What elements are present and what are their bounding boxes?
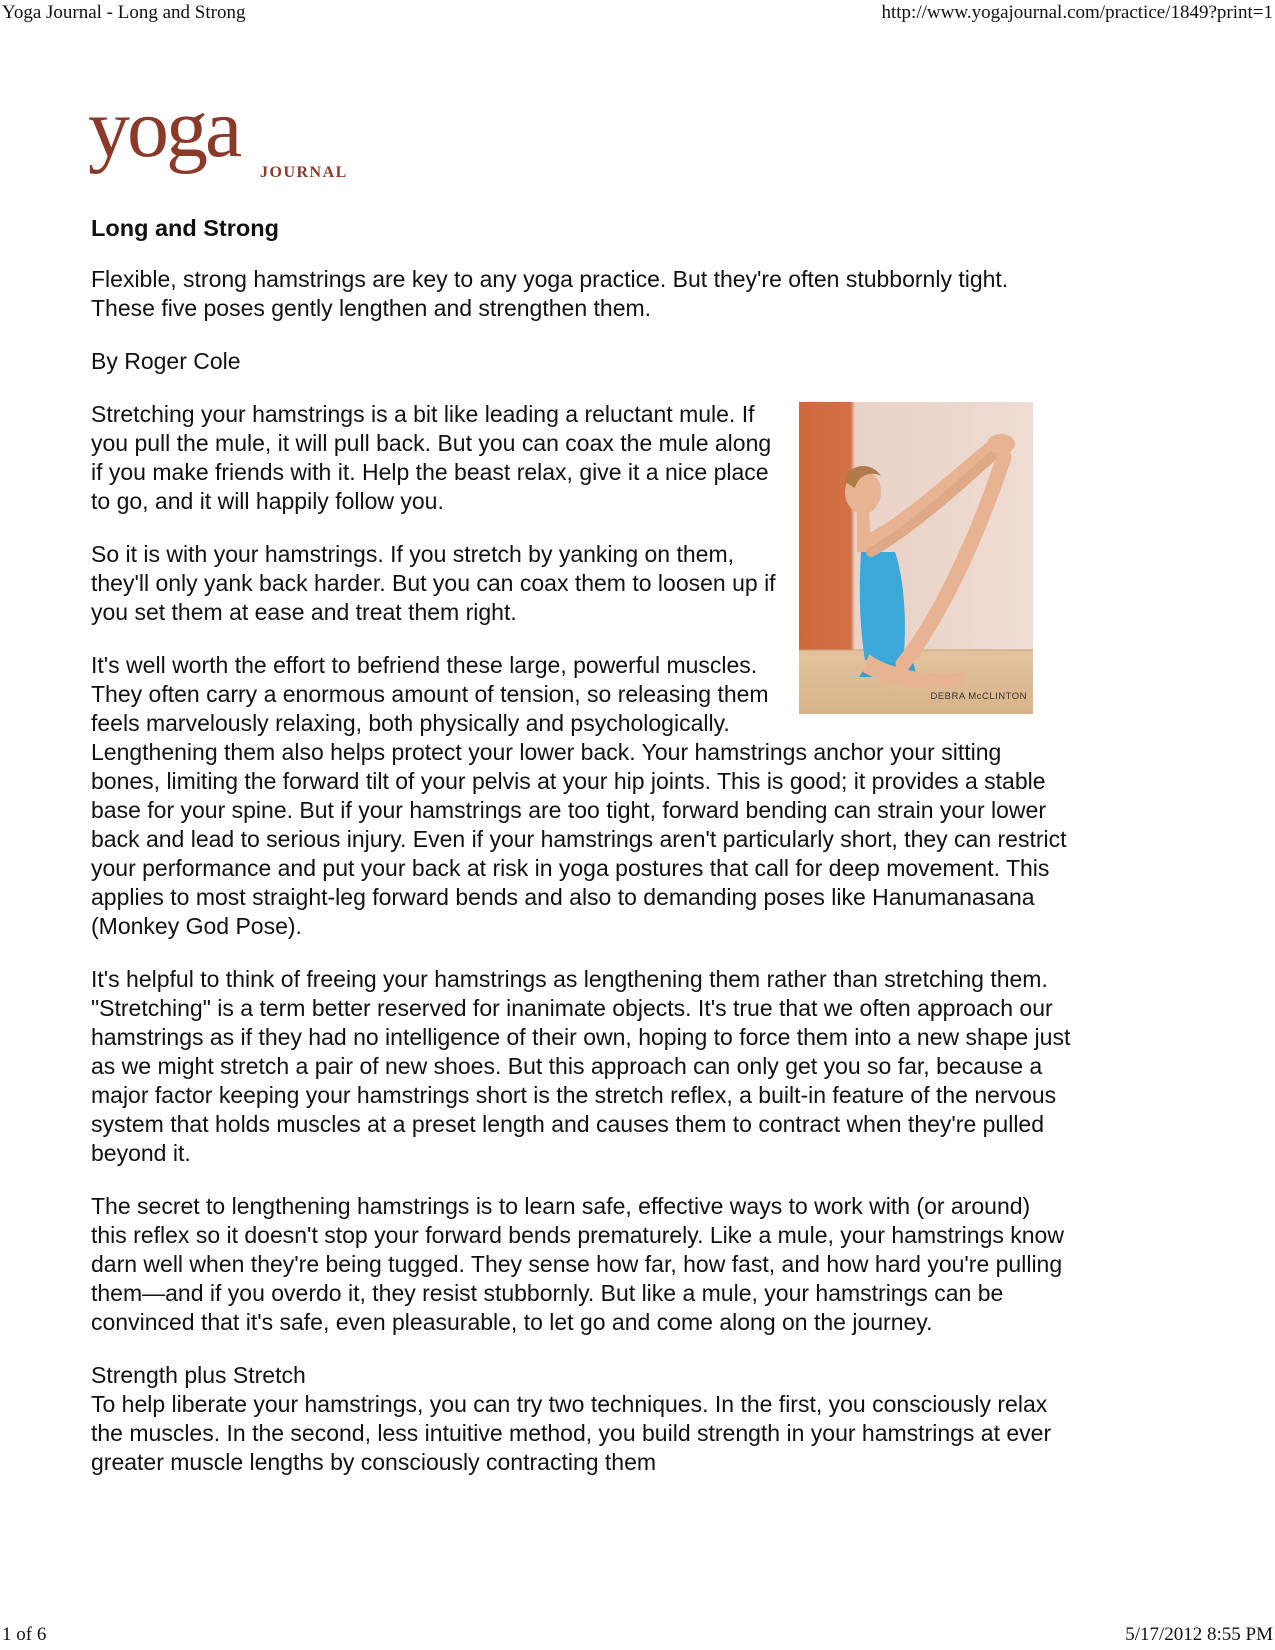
article-photo — [799, 402, 1033, 714]
paragraph-2: So it is with your hamstrings. If you stretch by yanking on them, they'll only yank back harder. But you can coax them to loosen up if you set them at ease and treat them right. — [91, 541, 776, 625]
photo-credit: DEBRA McCLINTON — [930, 691, 1027, 702]
logo-subtitle: JOURNAL — [260, 164, 348, 181]
article-dek: Flexible, strong hamstrings are key to any yoga practice. But they're often stubbornly tight. These five poses gently lengthen and strengthen them. — [91, 266, 1009, 321]
print-timestamp: 5/17/2012 8:55 PM — [1125, 1624, 1273, 1645]
page-url[interactable]: http://www.yogajournal.com/practice/1849?print=1 — [881, 2, 1273, 23]
paragraph-4: It's helpful to think of freeing your hamstrings as lengthening them rather than stretching them. "Stretching" is a term better reserved for inanimate objects. It's true that we often approach our hamstrings as if they had no intelligence of their own, hoping to force them into a new shape just as we might stretch a pair of new shoes. But this approach can only get you so far, because a major factor keeping your hamstrings short is the stretch reflex, a built-in feature of the nervous system that holds muscles at a preset length and causes them to contract when they're pulled beyond it. — [91, 966, 1071, 1166]
article-body — [91, 213, 1071, 1501]
logo-wordmark: yoga — [88, 100, 240, 175]
article-title: Long and Strong — [91, 215, 279, 241]
print-header — [0, 2, 1275, 26]
yoga-journal-logo[interactable] — [88, 100, 378, 200]
paragraph-3: It's well worth the effort to befriend these large, powerful muscles. They often carry a enormous amount of tension, so releasing them feels marvelously relaxing, both physically and psychologically. Lengthening them also helps protect your lower back. Your hamstrings anchor your sitting bones, limiting the forward tilt of your pelvis at your hip joints. This is good; it provides a stable base for your spine. But if your hamstrings are too tight, forward bending can strain your lower back and lead to serious injury. Even if your hamstrings aren't particularly short, they can restrict your performance and put your back at risk in yoga postures that call for deep movement. This applies to most straight-leg forward bends and also to demanding poses like Hanumanasana (Monkey God Pose). — [91, 652, 1067, 939]
article-byline: By Roger Cole — [91, 348, 241, 374]
paragraph-6: To help liberate your hamstrings, you can try two techniques. In the first, you consciously relax the muscles. In the second, less intuitive method, you build strength in your hamstrings at ever greater muscle lengths by consciously contracting them — [91, 1391, 1052, 1475]
paragraph-1: Stretching your hamstrings is a bit like leading a reluctant mule. If you pull the mule, it will pull back. But you can coax the mule along if you make friends with it. Help the beast relax, give it a nice place to go, and it will happily follow you. — [91, 401, 772, 514]
page-number: 1 of 6 — [2, 1624, 47, 1645]
section-subhead: Strength plus Stretch — [91, 1362, 306, 1388]
page-title: Yoga Journal - Long and Strong — [2, 2, 246, 23]
paragraph-5: The secret to lengthening hamstrings is to learn safe, effective ways to work with (or around) this reflex so it doesn't stop your forward bends prematurely. Like a mule, your hamstrings know darn well when they're being tugged. They sense how far, how fast, and how hard you're pulling them—and if you overdo it, they resist stubbornly. But like a mule, your hamstrings can be convinced that it's safe, even pleasurable, to let go and come along on the journey. — [91, 1193, 1064, 1335]
print-footer — [0, 1624, 1275, 1648]
